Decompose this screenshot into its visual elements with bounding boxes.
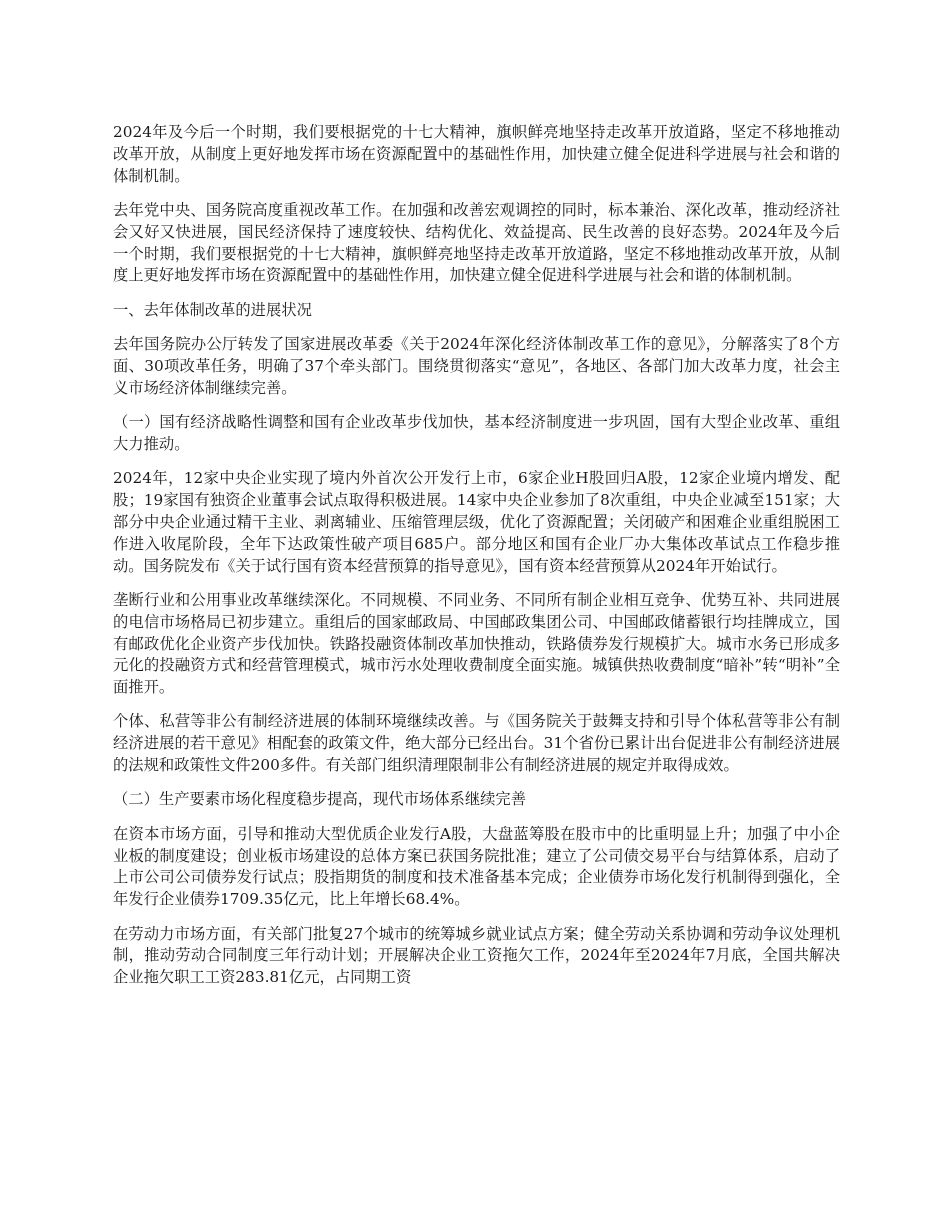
document-body — [113, 122, 840, 989]
paragraph-overview: 去年党中央、国务院高度重视改革工作。在加强和改善宏观调控的同时，标本兼治、深化改革，推动经济社会又好又快进展，国民经济保持了速度较快、结构优化、效益提高、民生改善的良好态势。2024年及今后一个时期，我们要根据党的十七大精神，旗帜鲜亮地坚持走改革开放道路，坚定不移地推动改革开放，从制度上更好地发挥市场在资源配置中的基础性作用，加快建立健全促进科学进展与社会和谐的体制机制。 — [113, 200, 840, 285]
paragraph-intro: 2024年及今后一个时期，我们要根据党的十七大精神，旗帜鲜亮地坚持走改革开放道路，坚定不移地推动改革开放，从制度上更好地发挥市场在资源配置中的基础性作用，加快建立健全促进科学进展与社会和谐的体制机制。 — [113, 123, 840, 185]
paragraph-labor-market: 在劳动力市场方面，有关部门批复27个城市的统筹城乡就业试点方案；健全劳动关系协调和劳动争议处理机制，推动劳动合同制度三年行动计划；开展解决企业工资拖欠工作，2024年至2024年7月底，全国共解决企业拖欠职工工资283.81亿元，占同期工资 — [113, 924, 840, 987]
paragraph-monopoly-industries: 垄断行业和公用事业改革继续深化。不同规模、不同业务、不同所有制企业相互竞争、优势互补、共同进展的电信市场格局已初步建立。重组后的国家邮政局、中国邮政集团公司、中国邮政储蓄银行均挂牌成立，国有邮政优化企业资产步伐加快。铁路投融资体制改革加快推动，铁路债券发行规模扩大。城市水务已形成多元化的投融资方式和经营管理模式，城市污水处理收费制度全面实施。城镇供热收费制度“暗补”转“明补”全面推开。 — [113, 590, 840, 697]
paragraph-capital-market: 在资本市场方面，引导和推动大型优质企业发行A股，大盘蓝筹股在股市中的比重明显上升；加强了中小企业板的制度建设；创业板市场建设的总体方案已获国务院批准；建立了公司债交易平台与结算体系，启动了上市公司公司债券发行试点；股指期货的制度和技术准备基本完成；企业债券市场化发行机制得到强化，全年发行企业债券1709.35亿元，比上年增长68.4%。 — [113, 824, 840, 909]
section-heading-1: 一、去年体制改革的进展状况 — [113, 300, 312, 319]
subsection-heading-2: （二）生产要素市场化程度稳步提高，现代市场体系继续完善 — [113, 790, 527, 809]
subsection-heading-1: （一）国有经济战略性调整和国有企业改革步伐加快，基本经济制度进一步巩固，国有大型企业改革、重组大力推动。 — [113, 413, 840, 453]
paragraph-non-public-economy: 个体、私营等非公有制经济进展的体制环境继续改善。与《国务院关于鼓舞支持和引导个体私营等非公有制经济进展的若干意见》相配套的政策文件，绝大部分已经出台。31个省份已累计出台促进非公有制经济进展的法规和政策性文件200多件。有关部门组织清理限制非公有制经济进展的规定并取得成效。 — [113, 712, 840, 775]
paragraph-central-enterprises: 2024年，12家中央企业实现了境内外首次公开发行上市，6家企业H股回归A股，12家企业境内增发、配股；19家国有独资企业董事会试点取得积极进展。14家中央企业参加了8次重组，中央企业减至151家；大部分中央企业通过精干主业、剥离辅业、压缩管理层级，优化了资源配置；关闭破产和困难企业重组脱困工作进入收尾阶段，全年下达政策性破产项目685户。部分地区和国有企业厂办大集体改革试点工作稳步推动。国务院发布《关于试行国有资本经营预算的指导意见》，国有资本经营预算从2024年开始试行。 — [113, 469, 840, 575]
paragraph-reform-opinion: 去年国务院办公厅转发了国家进展改革委《关于2024年深化经济体制改革工作的意见》，分解落实了8个方面、30项改革任务，明确了37个牵头部门。围绕贯彻落实“意见”，各地区、各部门加大改革力度，社会主义市场经济体制继续完善。 — [113, 335, 840, 397]
